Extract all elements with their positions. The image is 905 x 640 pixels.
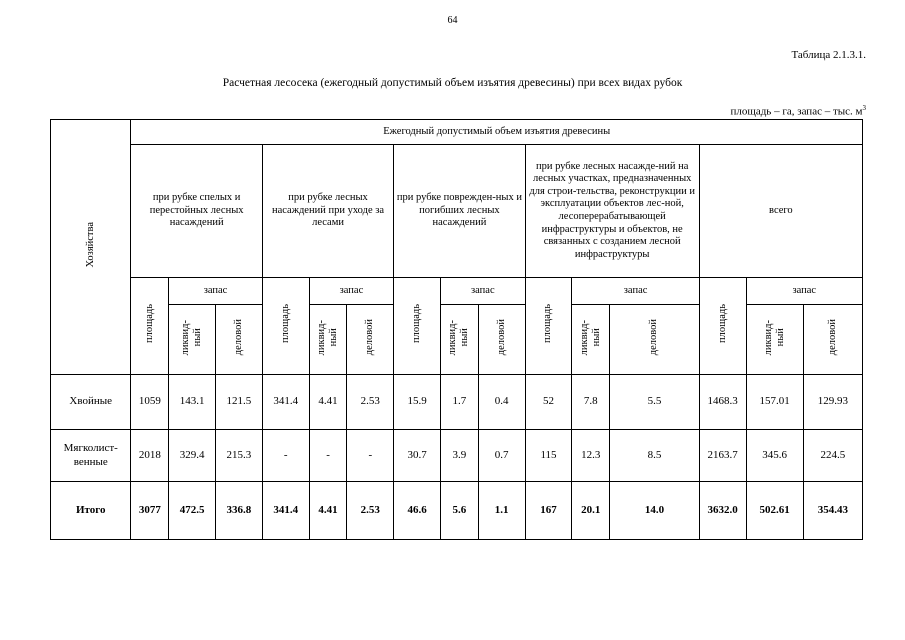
business-header xyxy=(216,305,263,375)
liquid-header xyxy=(572,305,610,375)
table-cell: 502.61 xyxy=(746,482,803,540)
table-cell: 46.6 xyxy=(394,482,441,540)
table-cell: 30.7 xyxy=(394,430,441,482)
area-label: площадь xyxy=(143,304,155,344)
table-cell: 224.5 xyxy=(803,430,862,482)
table-cell: 4.41 xyxy=(309,482,347,540)
area-header xyxy=(394,278,441,375)
stock-header: запас xyxy=(746,278,862,305)
area-header xyxy=(699,278,746,375)
table-cell: 4.41 xyxy=(309,375,347,430)
area-label: площадь xyxy=(716,304,728,344)
area-header xyxy=(131,278,169,375)
row-name: Итого xyxy=(51,482,131,540)
stock-header: запас xyxy=(169,278,263,305)
business-header xyxy=(610,305,700,375)
table-cell: 5.5 xyxy=(610,375,700,430)
table-row-total xyxy=(51,482,863,540)
units-text: площадь – га, запас – тыс. м xyxy=(730,105,863,118)
stock-header: запас xyxy=(309,278,394,305)
table-cell: 143.1 xyxy=(169,375,216,430)
table-cell: 2018 xyxy=(131,430,169,482)
table-cell: 329.4 xyxy=(169,430,216,482)
stock-header: запас xyxy=(441,278,526,305)
business-label: деловой xyxy=(495,319,507,356)
business-header xyxy=(347,305,394,375)
table-cell: 0.4 xyxy=(478,375,525,430)
table-cell: 15.9 xyxy=(394,375,441,430)
business-label: деловой xyxy=(232,319,244,356)
table-cell: - xyxy=(347,430,394,482)
table-label: Таблица 2.1.3.1. xyxy=(791,49,866,61)
group-mature-header: при рубке спелых и перестойных лесных насаждений xyxy=(131,145,262,278)
liquid-label: ликвид- ный xyxy=(578,319,602,355)
area-header xyxy=(262,278,309,375)
table-cell: 354.43 xyxy=(803,482,862,540)
group-infrastructure-header: при рубке лесных насажде-ний на лесных участках, предназначенных для строи-тельства, реконструкции и эксплуатации объектов лес-ной, лесоперерабатывающей инфраструктуры и объектов, не связанных с созданием лесной инфраструктуры xyxy=(525,145,699,278)
table-cell: 1468.3 xyxy=(699,375,746,430)
table-cell: 14.0 xyxy=(610,482,700,540)
stock-header: запас xyxy=(572,278,699,305)
table-row-conifer xyxy=(51,375,863,430)
table-cell: 2.53 xyxy=(347,375,394,430)
row-header-cell xyxy=(51,120,131,375)
table-cell: 345.6 xyxy=(746,430,803,482)
group-total-header: всего xyxy=(699,145,862,278)
table-cell: 8.5 xyxy=(610,430,700,482)
liquid-header xyxy=(746,305,803,375)
table-cell: 157.01 xyxy=(746,375,803,430)
table-cell: 215.3 xyxy=(216,430,263,482)
table-cell: 52 xyxy=(525,375,572,430)
table-cell: 7.8 xyxy=(572,375,610,430)
liquid-label: ликвид- ный xyxy=(447,319,471,355)
allowable-cut-table xyxy=(50,119,863,540)
business-label: деловой xyxy=(826,319,838,356)
page-number: 64 xyxy=(447,15,458,26)
area-label: площадь xyxy=(279,304,291,344)
table-cell: 3077 xyxy=(131,482,169,540)
table-cell: 472.5 xyxy=(169,482,216,540)
main-header: Ежегодный допустимый объем изъятия древесины xyxy=(131,120,863,145)
header-row-groups xyxy=(51,145,863,278)
table-cell: 129.93 xyxy=(803,375,862,430)
table-cell: 121.5 xyxy=(216,375,263,430)
units-superscript: 3 xyxy=(862,104,866,112)
area-header xyxy=(525,278,572,375)
area-label: площадь xyxy=(542,304,554,344)
table-cell: 20.1 xyxy=(572,482,610,540)
liquid-label: ликвид- ный xyxy=(315,319,340,355)
area-label: площадь xyxy=(411,304,423,344)
table-cell: 1.1 xyxy=(478,482,525,540)
table-row-softleaf xyxy=(51,430,863,482)
table-title: Расчетная лесосека (ежегодный допустимый объем изъятия древесины) при всех видах рубок xyxy=(222,77,683,89)
header-row-main xyxy=(51,120,863,145)
table-cell: 3.9 xyxy=(441,430,479,482)
row-name: Хвойные xyxy=(51,375,131,430)
table-cell: 341.4 xyxy=(262,482,309,540)
business-label: деловой xyxy=(364,319,376,356)
table-cell: 12.3 xyxy=(572,430,610,482)
table-cell: 1059 xyxy=(131,375,169,430)
liquid-header xyxy=(309,305,347,375)
table-cell: 341.4 xyxy=(262,375,309,430)
business-label: деловой xyxy=(648,319,660,356)
row-header-label: Хозяйства xyxy=(84,221,96,268)
liquid-header xyxy=(169,305,216,375)
liquid-label: ликвид- ный xyxy=(762,319,786,355)
table-cell: - xyxy=(262,430,309,482)
liquid-label: ликвид- ный xyxy=(180,319,204,355)
business-header xyxy=(478,305,525,375)
table-cell: 336.8 xyxy=(216,482,263,540)
table-cell: 2.53 xyxy=(347,482,394,540)
group-tending-header: при рубке лесных насаждений при уходе за лесами xyxy=(262,145,393,278)
liquid-header xyxy=(441,305,479,375)
row-name: Мягколист-венные xyxy=(51,430,131,482)
table-cell: 1.7 xyxy=(441,375,479,430)
table-cell: 5.6 xyxy=(441,482,479,540)
group-damaged-header: при рубке поврежден-ных и погибших лесных насаждений xyxy=(394,145,525,278)
table-cell: 0.7 xyxy=(478,430,525,482)
table-cell: 167 xyxy=(525,482,572,540)
table-cell: 3632.0 xyxy=(699,482,746,540)
business-header xyxy=(803,305,862,375)
table-cell: - xyxy=(309,430,347,482)
table-cell: 115 xyxy=(525,430,572,482)
header-row-area-stock xyxy=(51,278,863,305)
table-cell: 2163.7 xyxy=(699,430,746,482)
units-note xyxy=(730,104,866,118)
